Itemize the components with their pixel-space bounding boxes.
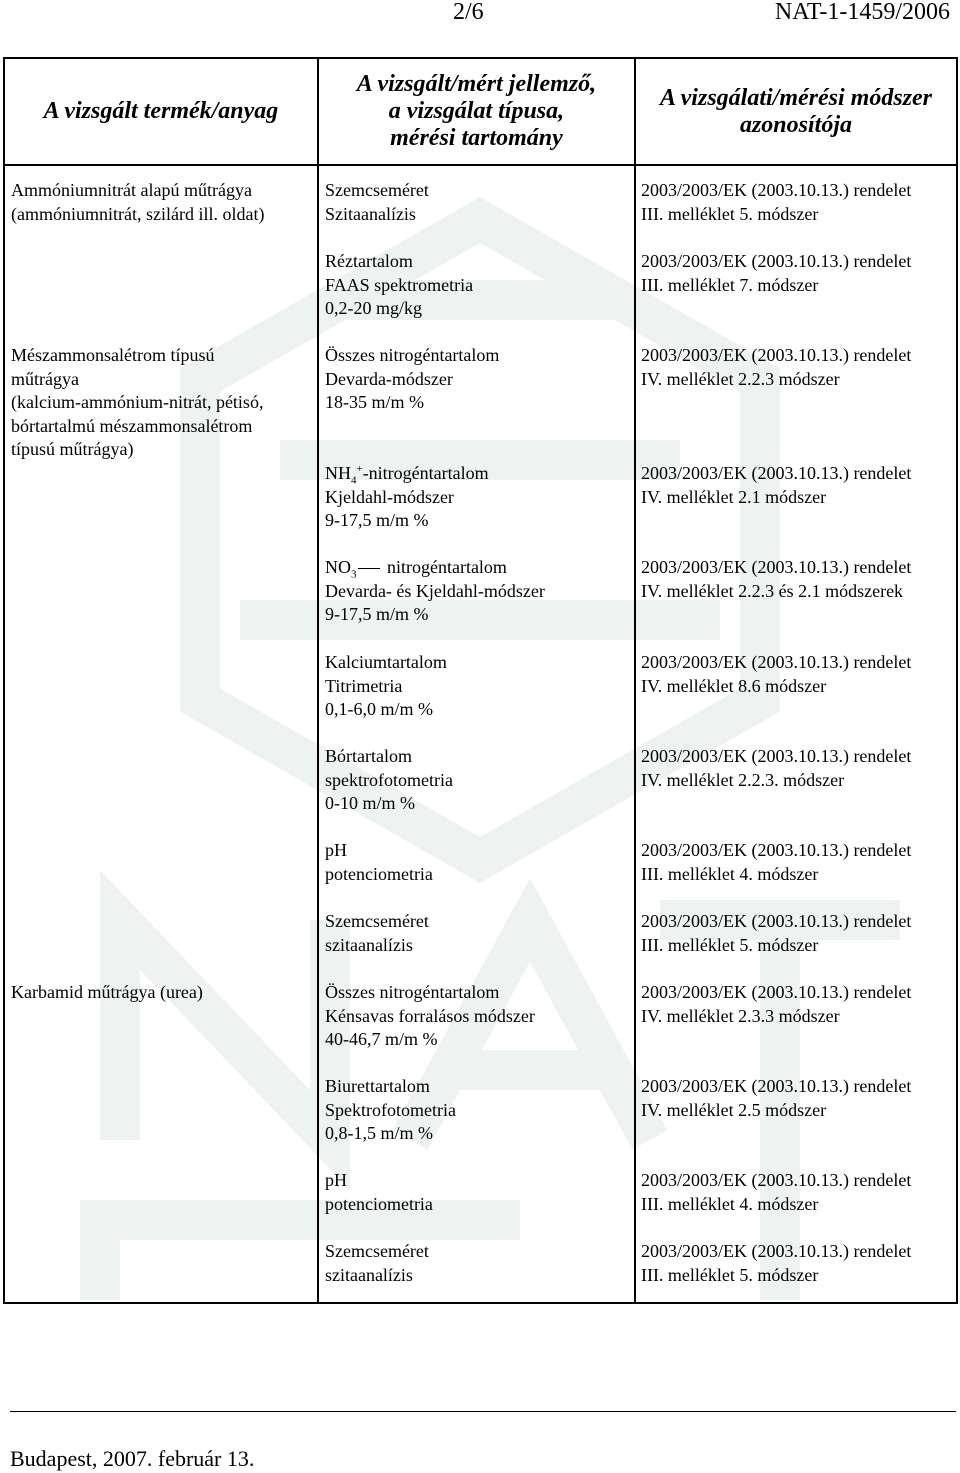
property-block: Biurettartalom Spektrofotometria 0,8-1,5 m/m %: [324, 1076, 456, 1144]
method-block: 2003/2003/EK (2003.10.13.) rendelet IV. melléklet 2.2.3. módszer: [640, 746, 912, 790]
property-column: [318, 165, 635, 1303]
property-block: Szemcseméret Szitaanalízis: [324, 180, 429, 224]
method-block: 2003/2003/EK (2003.10.13.) rendelet IV. melléklet 2.1 módszer: [640, 463, 912, 507]
method-block: 2003/2003/EK (2003.10.13.) rendelet IV. melléklet 2.2.3 módszer: [640, 345, 912, 389]
method-block: 2003/2003/EK (2003.10.13.) rendelet III. melléklet 5. módszer: [640, 180, 912, 224]
footer-location-date: Budapest, 2007. február 13.: [10, 1446, 255, 1471]
product-calcium-ammonium-nitrate: Mészammonsalétrom típusú műtrágya (kalcium-ammónium-nitrát, pétisó, bórtartalmú mészammonsalétrom típusú műtrágya): [11, 345, 264, 460]
property-block: Összes nitrogéntartalom Devarda-módszer 18-35 m/m %: [324, 345, 500, 413]
method-block: 2003/2003/EK (2003.10.13.) rendelet III. melléklet 5. módszer: [640, 911, 912, 955]
method-block: 2003/2003/EK (2003.10.13.) rendelet III. melléklet 7. módszer: [640, 251, 912, 295]
method-block: 2003/2003/EK (2003.10.13.) rendelet III. melléklet 4. módszer: [640, 840, 912, 884]
property-block: Szemcseméret szitaanalízis: [324, 1241, 429, 1285]
property-block-nh4: $NH_4^+$-nitrogéntartalom Kjeldahl-módszer 9-17,5 m/m %: [324, 463, 489, 531]
property-block: Szemcseméret szitaanalízis: [324, 911, 429, 955]
accreditation-table: [3, 57, 958, 1304]
method-block: 2003/2003/EK (2003.10.13.) rendelet IV. melléklet 8.6 módszer: [640, 652, 912, 696]
footer-divider: [10, 1411, 956, 1412]
method-block: 2003/2003/EK (2003.10.13.) rendelet III. melléklet 4. módszer: [640, 1170, 912, 1214]
property-block: pH potenciometria: [324, 840, 433, 884]
property-block: Kalciumtartalom Titrimetria 0,1-6,0 m/m %: [324, 652, 447, 720]
method-block: 2003/2003/EK (2003.10.13.) rendelet IV. melléklet 2.5 módszer: [640, 1076, 912, 1120]
no3-dash: [358, 568, 380, 569]
method-block: 2003/2003/EK (2003.10.13.) rendelet IV. melléklet 2.2.3 és 2.1 módszerek: [640, 557, 912, 601]
method-block: 2003/2003/EK (2003.10.13.) rendelet IV. melléklet 2.3.3 módszer: [640, 982, 912, 1026]
property-block: pH potenciometria: [324, 1170, 433, 1214]
product-column: [4, 165, 318, 1303]
table-header-row: [4, 58, 957, 165]
header-product: A vizsgált termék/anyag: [4, 58, 318, 165]
method-block: 2003/2003/EK (2003.10.13.) rendelet III. melléklet 5. módszer: [640, 1241, 912, 1285]
property-block: Réztartalom FAAS spektrometria 0,2-20 mg/kg: [324, 251, 474, 319]
table-row: [4, 165, 957, 1303]
property-block: Bórtartalom spektrofotometria 0-10 m/m %: [324, 746, 453, 814]
property-block-no3: $NO_3$ nitrogéntartalom Devarda- és Kjeldahl-módszer 9-17,5 m/m %: [324, 557, 545, 625]
header-method: A vizsgálati/mérési módszer azonosítója: [635, 58, 957, 165]
document-id: NAT-1-1459/2006: [774, 0, 950, 25]
method-column: [635, 165, 957, 1303]
product-ammonium-nitrate: Ammóniumnitrát alapú műtrágya (ammóniumnitrát, szilárd ill. oldat): [11, 180, 265, 224]
page-number: 2/6: [453, 0, 484, 25]
property-block: Összes nitrogéntartalom Kénsavas forralásos módszer 40-46,7 m/m %: [324, 982, 535, 1050]
header-property: A vizsgált/mért jellemző, a vizsgálat típusa, mérési tartomány: [318, 58, 635, 165]
product-urea: Karbamid műtrágya (urea): [11, 982, 203, 1002]
